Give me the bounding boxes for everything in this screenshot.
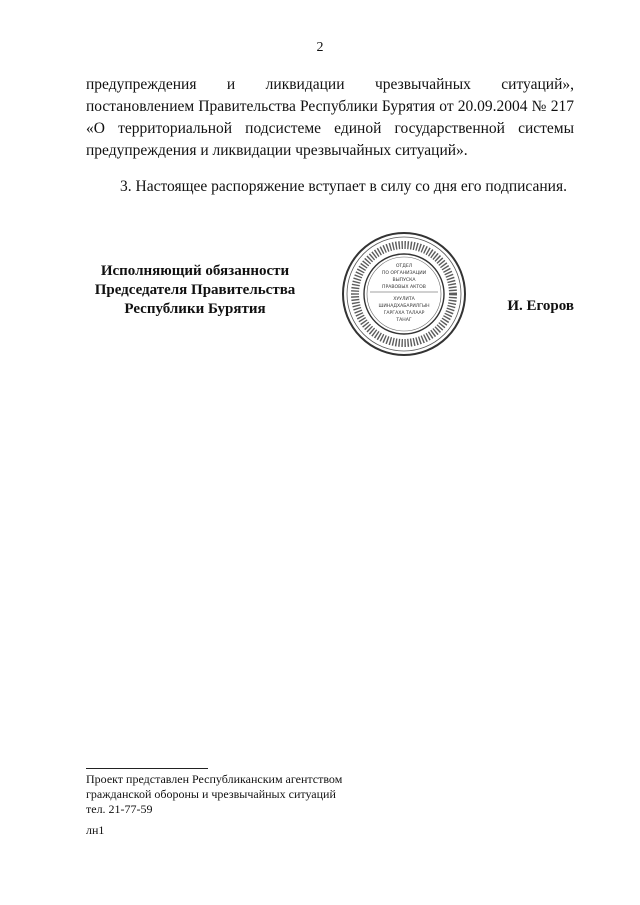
signer-name: И. Егоров [507, 298, 574, 314]
stamp-line: ПРАВОВЫХ АКТОВ [382, 285, 426, 290]
paragraph-3: 3. Настоящее распоряжение вступает в силу со дня его подписания. [120, 178, 567, 195]
stamp-line: ГАРГАХА ТАЛААР [383, 311, 425, 316]
stamp-line: ХУУЛИТА [393, 297, 415, 302]
stamp-line: ОТДЕЛ [395, 264, 413, 269]
footnote-line: тел. 21-77-59 [86, 802, 153, 816]
signer-title-line: Исполняющий обязанности [100, 263, 290, 279]
stamp-line: ТАНАГ [396, 318, 412, 323]
signer-title [82, 262, 308, 319]
footnote-line: гражданской обороны и чрезвычайных ситуаций [86, 787, 336, 801]
footnote-separator [86, 768, 208, 769]
stamp-seal-icon [340, 230, 468, 358]
stamp-line: ПО ОРГАНИЗАЦИИ [381, 271, 427, 276]
footnote-line: Проект представлен Республиканским агентством [86, 772, 343, 786]
signer-title-line: Республики Бурятия [124, 301, 266, 317]
stamp-line: ВЫПУСКА [392, 278, 416, 283]
footnote [86, 772, 342, 817]
document-code: лн1 [86, 823, 105, 837]
body-paragraph: предупреждения и ликвидации чрезвычайных ситуаций», постановлением Правительства Республики Бурятия от 20.09.2004 № 217 «О территориальной подсистеме единой государственной системы предупреждения и ликвидации чрезвычайных ситуаций». [86, 76, 574, 159]
page-number: 2 [316, 40, 324, 55]
signer-title-line: Председателя Правительства [94, 282, 296, 298]
official-stamp [340, 230, 468, 358]
stamp-line: ШИНАДХАБАРИЛГЫН [378, 304, 430, 309]
